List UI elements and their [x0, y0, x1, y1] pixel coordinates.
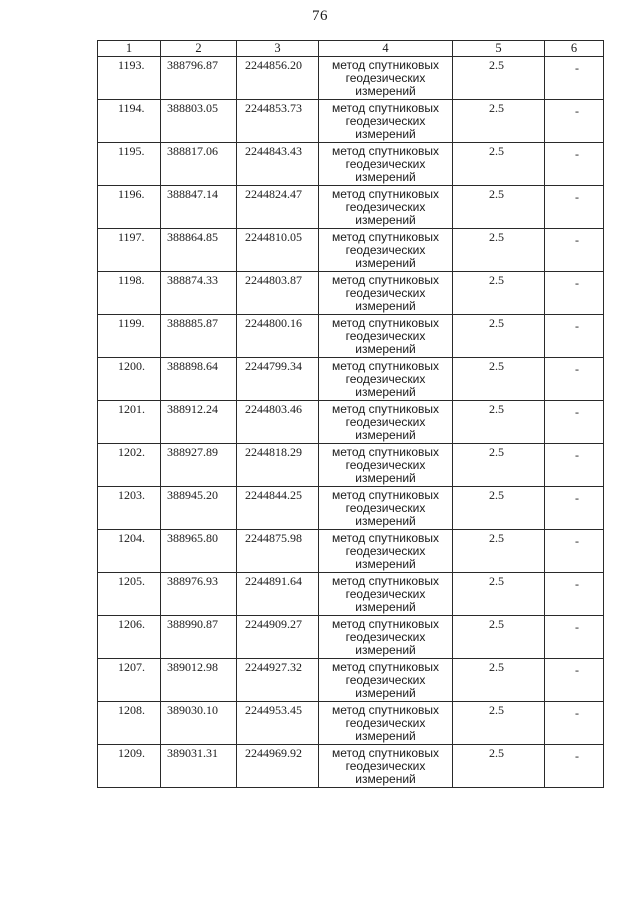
x-coordinate-cell: 388796.87	[161, 57, 237, 100]
accuracy-cell: 2.5	[453, 659, 545, 702]
description-cell: -	[545, 186, 604, 229]
column-header: 3	[237, 41, 319, 57]
method-cell: метод спутниковых геодезических измерений	[319, 401, 453, 444]
description-cell: -	[545, 229, 604, 272]
y-coordinate-cell: 2244803.46	[237, 401, 319, 444]
method-cell: метод спутниковых геодезических измерений	[319, 659, 453, 702]
method-cell: метод спутниковых геодезических измерений	[319, 57, 453, 100]
column-header: 1	[98, 41, 161, 57]
column-header: 4	[319, 41, 453, 57]
y-coordinate-cell: 2244844.25	[237, 487, 319, 530]
description-cell: -	[545, 745, 604, 788]
accuracy-cell: 2.5	[453, 186, 545, 229]
method-cell: метод спутниковых геодезических измерений	[319, 358, 453, 401]
description-cell: -	[545, 702, 604, 745]
table-row	[98, 272, 604, 315]
table-row	[98, 57, 604, 100]
table-row	[98, 229, 604, 272]
description-cell: -	[545, 315, 604, 358]
point-number-cell: 1196.	[98, 186, 161, 229]
x-coordinate-cell: 388912.24	[161, 401, 237, 444]
y-coordinate-cell: 2244818.29	[237, 444, 319, 487]
table-row	[98, 358, 604, 401]
column-header: 6	[545, 41, 604, 57]
description-cell: -	[545, 358, 604, 401]
table-row	[98, 702, 604, 745]
method-cell: метод спутниковых геодезических измерений	[319, 530, 453, 573]
method-cell: метод спутниковых геодезических измерений	[319, 100, 453, 143]
description-cell: -	[545, 487, 604, 530]
accuracy-cell: 2.5	[453, 143, 545, 186]
description-cell: -	[545, 100, 604, 143]
method-cell: метод спутниковых геодезических измерений	[319, 272, 453, 315]
x-coordinate-cell: 388885.87	[161, 315, 237, 358]
table-body	[98, 57, 604, 788]
table-row	[98, 444, 604, 487]
accuracy-cell: 2.5	[453, 530, 545, 573]
x-coordinate-cell: 388945.20	[161, 487, 237, 530]
table-header-row	[98, 41, 604, 57]
method-cell: метод спутниковых геодезических измерений	[319, 487, 453, 530]
y-coordinate-cell: 2244891.64	[237, 573, 319, 616]
x-coordinate-cell: 388847.14	[161, 186, 237, 229]
description-cell: -	[545, 143, 604, 186]
method-cell: метод спутниковых геодезических измерений	[319, 573, 453, 616]
accuracy-cell: 2.5	[453, 573, 545, 616]
point-number-cell: 1193.	[98, 57, 161, 100]
accuracy-cell: 2.5	[453, 702, 545, 745]
point-number-cell: 1195.	[98, 143, 161, 186]
table-row	[98, 186, 604, 229]
accuracy-cell: 2.5	[453, 229, 545, 272]
y-coordinate-cell: 2244824.47	[237, 186, 319, 229]
description-cell: -	[545, 272, 604, 315]
description-cell: -	[545, 444, 604, 487]
page-number: 76	[312, 8, 328, 24]
description-cell: -	[545, 659, 604, 702]
point-number-cell: 1198.	[98, 272, 161, 315]
x-coordinate-cell: 388864.85	[161, 229, 237, 272]
point-number-cell: 1200.	[98, 358, 161, 401]
table-row	[98, 143, 604, 186]
table-row	[98, 530, 604, 573]
table-row	[98, 616, 604, 659]
y-coordinate-cell: 2244843.43	[237, 143, 319, 186]
y-coordinate-cell: 2244810.05	[237, 229, 319, 272]
description-cell: -	[545, 616, 604, 659]
point-number-cell: 1202.	[98, 444, 161, 487]
x-coordinate-cell: 389030.10	[161, 702, 237, 745]
y-coordinate-cell: 2244856.20	[237, 57, 319, 100]
accuracy-cell: 2.5	[453, 100, 545, 143]
y-coordinate-cell: 2244803.87	[237, 272, 319, 315]
accuracy-cell: 2.5	[453, 444, 545, 487]
column-header: 2	[161, 41, 237, 57]
x-coordinate-cell: 389012.98	[161, 659, 237, 702]
method-cell: метод спутниковых геодезических измерений	[319, 702, 453, 745]
coordinates-table	[97, 40, 604, 788]
y-coordinate-cell: 2244799.34	[237, 358, 319, 401]
column-header: 5	[453, 41, 545, 57]
method-cell: метод спутниковых геодезических измерений	[319, 444, 453, 487]
y-coordinate-cell: 2244800.16	[237, 315, 319, 358]
x-coordinate-cell: 388927.89	[161, 444, 237, 487]
x-coordinate-cell: 388990.87	[161, 616, 237, 659]
x-coordinate-cell: 388874.33	[161, 272, 237, 315]
accuracy-cell: 2.5	[453, 57, 545, 100]
point-number-cell: 1204.	[98, 530, 161, 573]
point-number-cell: 1203.	[98, 487, 161, 530]
point-number-cell: 1209.	[98, 745, 161, 788]
description-cell: -	[545, 530, 604, 573]
method-cell: метод спутниковых геодезических измерений	[319, 186, 453, 229]
x-coordinate-cell: 388898.64	[161, 358, 237, 401]
table-row	[98, 100, 604, 143]
point-number-cell: 1199.	[98, 315, 161, 358]
description-cell: -	[545, 401, 604, 444]
table-row	[98, 487, 604, 530]
table-row	[98, 401, 604, 444]
accuracy-cell: 2.5	[453, 315, 545, 358]
x-coordinate-cell: 388817.06	[161, 143, 237, 186]
y-coordinate-cell: 2244969.92	[237, 745, 319, 788]
point-number-cell: 1208.	[98, 702, 161, 745]
accuracy-cell: 2.5	[453, 272, 545, 315]
point-number-cell: 1201.	[98, 401, 161, 444]
method-cell: метод спутниковых геодезических измерений	[319, 315, 453, 358]
y-coordinate-cell: 2244927.32	[237, 659, 319, 702]
point-number-cell: 1207.	[98, 659, 161, 702]
x-coordinate-cell: 388976.93	[161, 573, 237, 616]
y-coordinate-cell: 2244953.45	[237, 702, 319, 745]
x-coordinate-cell: 388803.05	[161, 100, 237, 143]
table-row	[98, 745, 604, 788]
y-coordinate-cell: 2244853.73	[237, 100, 319, 143]
method-cell: метод спутниковых геодезических измерений	[319, 745, 453, 788]
y-coordinate-cell: 2244909.27	[237, 616, 319, 659]
method-cell: метод спутниковых геодезических измерений	[319, 143, 453, 186]
accuracy-cell: 2.5	[453, 745, 545, 788]
method-cell: метод спутниковых геодезических измерений	[319, 616, 453, 659]
description-cell: -	[545, 57, 604, 100]
accuracy-cell: 2.5	[453, 487, 545, 530]
table-row	[98, 315, 604, 358]
y-coordinate-cell: 2244875.98	[237, 530, 319, 573]
table-row	[98, 659, 604, 702]
x-coordinate-cell: 389031.31	[161, 745, 237, 788]
x-coordinate-cell: 388965.80	[161, 530, 237, 573]
accuracy-cell: 2.5	[453, 616, 545, 659]
point-number-cell: 1206.	[98, 616, 161, 659]
point-number-cell: 1197.	[98, 229, 161, 272]
description-cell: -	[545, 573, 604, 616]
method-cell: метод спутниковых геодезических измерений	[319, 229, 453, 272]
table-row	[98, 573, 604, 616]
accuracy-cell: 2.5	[453, 401, 545, 444]
point-number-cell: 1205.	[98, 573, 161, 616]
accuracy-cell: 2.5	[453, 358, 545, 401]
point-number-cell: 1194.	[98, 100, 161, 143]
